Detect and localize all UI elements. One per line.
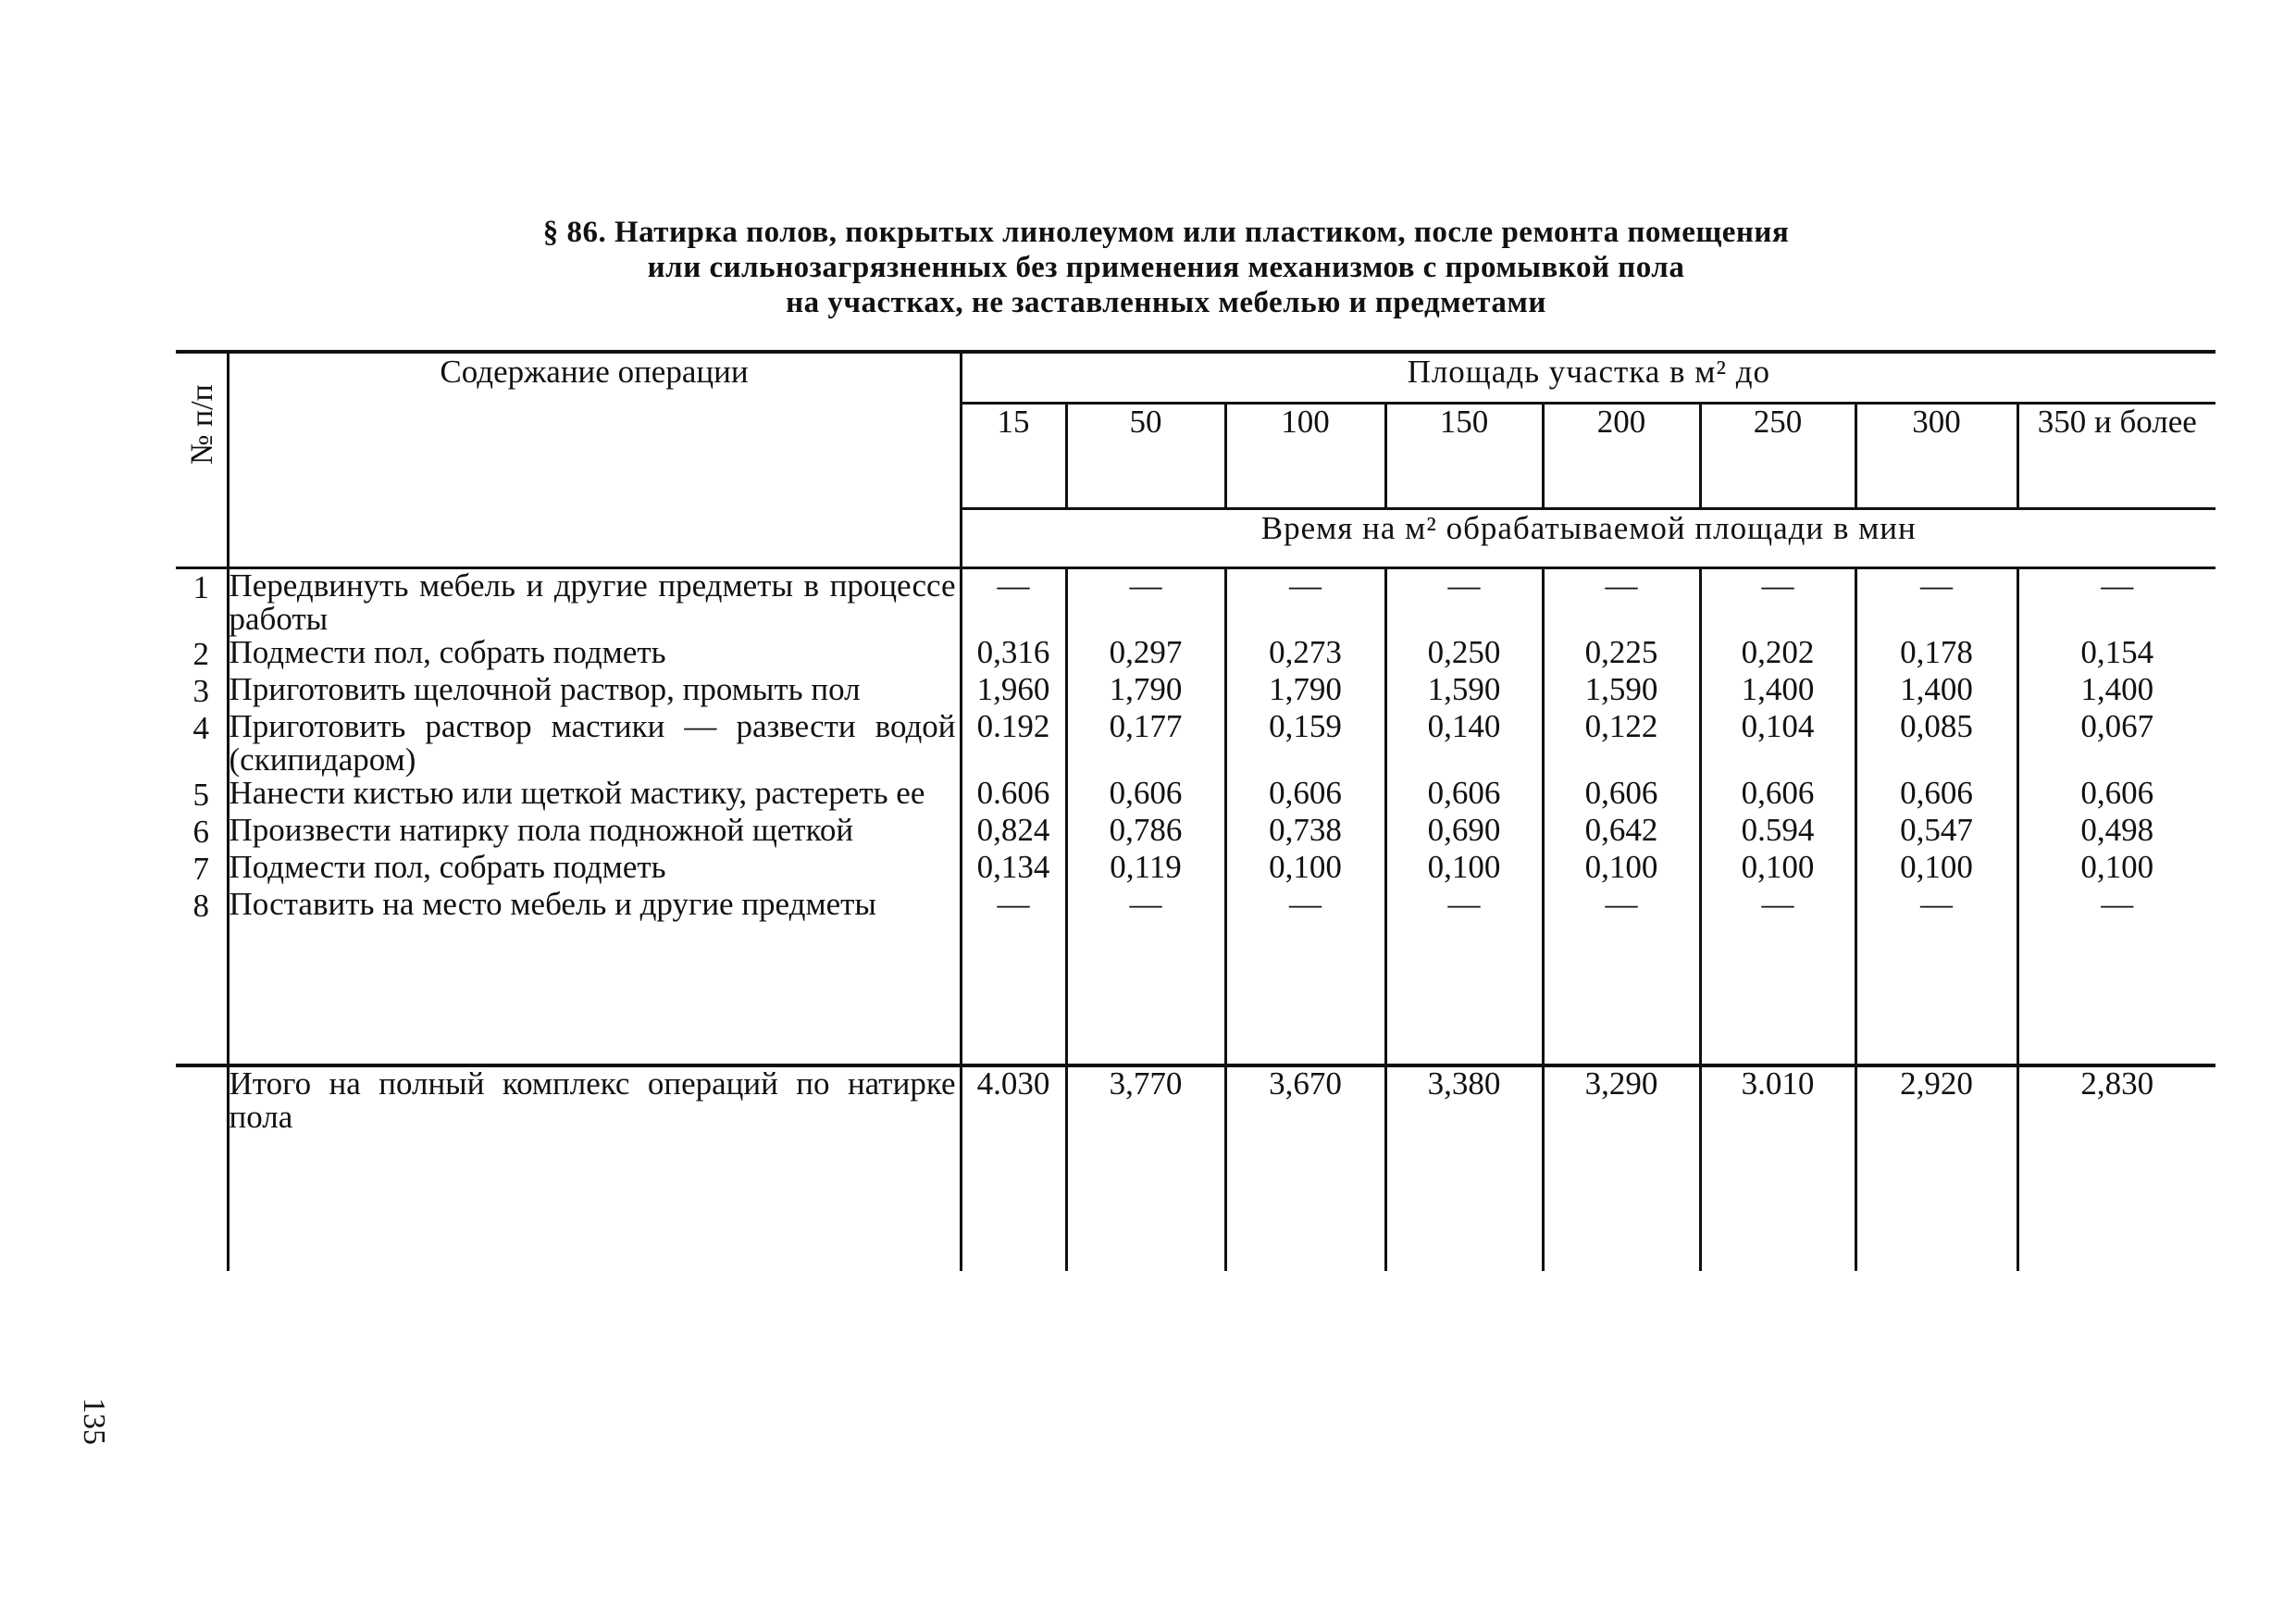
time-value: 1,400 [2017,673,2215,710]
time-value: 1,400 [1700,673,1855,710]
time-value: 0,738 [1225,814,1385,851]
time-value: 0,297 [1066,636,1225,673]
table-row [176,568,2215,637]
time-value: 0,067 [2017,710,2215,777]
total-value: 2,920 [1855,1067,2017,1271]
operation-label: Подмести пол, собрать подметь [229,849,666,885]
time-value: — [1066,568,1225,637]
time-value: — [1855,888,2017,925]
total-value: 3,380 [1385,1067,1543,1271]
table-row [176,673,2215,710]
row-number: 5 [192,777,209,813]
area-column-header: 250 [1700,404,1855,509]
time-value: 0,100 [1385,851,1543,888]
time-value: — [1543,888,1700,925]
operation-header: Содержание операции [228,352,961,568]
title-line-3: на участках, не заставленных мебелью и предметами [786,286,1546,319]
operation-label: Произвести натирку пола подножной щеткой [229,812,854,848]
operation-label: Поставить на место мебель и другие предметы [229,886,876,922]
operation-text [228,814,961,851]
table-row [176,777,2215,814]
operation-text [228,851,961,888]
time-value: 0,606 [1543,777,1700,814]
time-value: — [1543,568,1700,637]
time-value: — [1066,888,1225,925]
title-line-2: или сильнозагрязненных без применения механизмов с промывкой пола [647,251,1685,284]
empty-cell [1225,925,1385,1065]
total-value: 3,770 [1066,1067,1225,1271]
operation-text [228,777,961,814]
time-value: 0,606 [1066,777,1225,814]
time-value: — [1700,568,1855,637]
empty-cell [1700,925,1855,1065]
title-line-1: § 86. Натирка полов, покрытых линолеумом или пластиком, после ремонта помещения [542,216,1790,249]
table-row [176,636,2215,673]
area-column-header: 50 [1066,404,1225,509]
time-value: — [1700,888,1855,925]
time-value: 0.594 [1700,814,1855,851]
time-value: 0,134 [961,851,1066,888]
time-value: 0,606 [1855,777,2017,814]
page-number: 135 [77,1398,111,1445]
num-header-cell [176,352,228,568]
empty-cell [2017,925,2215,1065]
time-header: Время на м² обрабатываемой площади в мин [961,509,2215,568]
total-value: 3.010 [1700,1067,1855,1271]
time-value: — [2017,568,2215,637]
operation-text [228,710,961,777]
total-row [176,1067,2215,1271]
row-number: 1 [192,569,209,605]
operation-label: Подмести пол, собрать подметь [229,634,666,670]
empty-cell [1066,925,1225,1065]
total-number-cell [176,1067,228,1271]
operation-text [228,568,961,637]
time-value: 0,606 [1225,777,1385,814]
table-row [176,814,2215,851]
time-value: 0,104 [1700,710,1855,777]
row-number: 4 [192,710,209,746]
time-value: 0,159 [1225,710,1385,777]
time-value: 1,960 [961,673,1066,710]
time-value: 0,498 [2017,814,2215,851]
area-column-header: 100 [1225,404,1385,509]
empty-cell [961,925,1066,1065]
time-value: 0,273 [1225,636,1385,673]
time-value: — [961,568,1066,637]
time-value: 0,100 [2017,851,2215,888]
time-value: — [1225,568,1385,637]
row-number: 6 [192,814,209,850]
time-value: 0,202 [1700,636,1855,673]
area-column-header: 150 [1385,404,1543,509]
empty-cell [1543,925,1700,1065]
time-value: 0,154 [2017,636,2215,673]
empty-cell [1855,925,2017,1065]
time-value: — [1385,568,1543,637]
time-value: 0,178 [1855,636,2017,673]
area-column-header: 15 [961,404,1066,509]
time-value: 0,316 [961,636,1066,673]
operation-label: Приготовить щелочной раствор, промыть пол [229,671,861,707]
area-column-header: 350 и более [2017,404,2215,509]
operation-label: Нанести кистью или щеткой мастику, растереть ее [229,775,925,811]
norms-table [176,350,2215,1271]
time-value: 0,606 [2017,777,2215,814]
time-value: 0,225 [1543,636,1700,673]
total-value: 3,290 [1543,1067,1700,1271]
table-row [176,888,2215,925]
area-column-header: 200 [1543,404,1700,509]
time-value: 0,100 [1225,851,1385,888]
total-value: 3,670 [1225,1067,1385,1271]
operation-label: Передвинуть мебель и другие предметы в процессе работы [229,567,956,637]
section-title [278,215,2054,320]
area-header: Площадь участка в м² до [961,352,2215,404]
time-value: 0,119 [1066,851,1225,888]
total-value: 2,830 [2017,1067,2215,1271]
table-row [176,710,2215,777]
row-number: 2 [192,636,209,672]
operation-text [228,888,961,925]
time-value: 0,140 [1385,710,1543,777]
num-header: № п/п [185,384,219,465]
time-value: 0,606 [1385,777,1543,814]
time-value: 0,177 [1066,710,1225,777]
operation-text [228,673,961,710]
time-value: 0,100 [1855,851,2017,888]
time-value: 1,590 [1543,673,1700,710]
time-value: 0,250 [1385,636,1543,673]
operation-text [228,636,961,673]
time-value: 0,824 [961,814,1066,851]
time-value: 0,606 [1700,777,1855,814]
time-value: 0,690 [1385,814,1543,851]
time-value: — [1385,888,1543,925]
total-label: Итого на полный комплекс операций по натирке пола [229,1065,956,1135]
empty-cell [228,925,961,1065]
time-value: 0.192 [961,710,1066,777]
time-value: 0,100 [1543,851,1700,888]
table-row [176,851,2215,888]
row-number: 3 [192,673,209,709]
row-number: 7 [192,851,209,887]
time-value: 1,790 [1225,673,1385,710]
area-column-header: 300 [1855,404,2017,509]
time-value: 0,122 [1543,710,1700,777]
total-label-cell [228,1067,961,1271]
empty-cell [1385,925,1543,1065]
empty-cell [176,925,228,1065]
operation-label: Приготовить раствор мастики — развести водой (скипидаром) [229,708,956,778]
time-value: 0.606 [961,777,1066,814]
time-value: 1,590 [1385,673,1543,710]
time-value: — [2017,888,2215,925]
time-value: 0,786 [1066,814,1225,851]
time-value: — [1855,568,2017,637]
filler-row [176,925,2215,1065]
time-value: — [961,888,1066,925]
time-value: 1,790 [1066,673,1225,710]
time-value: 0,642 [1543,814,1700,851]
time-value: 0,100 [1700,851,1855,888]
time-value: — [1225,888,1385,925]
time-value: 0,547 [1855,814,2017,851]
time-value: 0,085 [1855,710,2017,777]
row-number: 8 [192,888,209,924]
total-value: 4.030 [961,1067,1066,1271]
time-value: 1,400 [1855,673,2017,710]
